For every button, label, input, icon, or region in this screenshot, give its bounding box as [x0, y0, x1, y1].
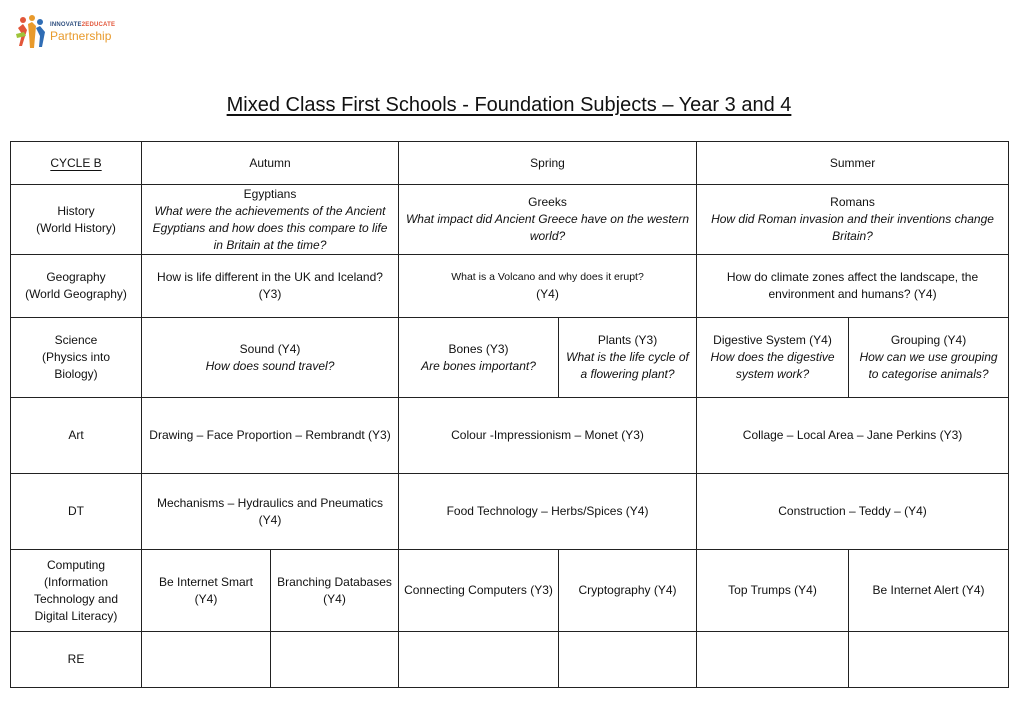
computing-autumn-b-cell: Branching Databases (Y4) [271, 550, 399, 632]
term-summer: Summer [697, 142, 1009, 185]
history-label: History (World History) [11, 185, 142, 255]
geography-row [11, 255, 1009, 318]
computing-label: Computing (Information Technology and Digital Literacy) [11, 550, 142, 632]
geography-autumn-cell: How is life different in the UK and Iceland? (Y3) [142, 255, 399, 318]
computing-spring-b-cell: Cryptography (Y4) [559, 550, 697, 632]
geography-summer-cell: How do climate zones affect the landscape, the environment and humans? (Y4) [697, 255, 1009, 318]
header-row [11, 142, 1009, 185]
dt-autumn-cell: Mechanisms – Hydraulics and Pneumatics (Y4) [142, 474, 399, 550]
geography-spring-topic: What is a Volcano and why does it erupt? [451, 271, 644, 283]
dt-spring-cell: Food Technology – Herbs/Spices (Y4) [399, 474, 697, 550]
re-row [11, 632, 1009, 688]
history-spring-question: What impact did Ancient Greece have on the western world? [405, 212, 690, 243]
dt-summer-cell: Construction – Teddy – (Y4) [697, 474, 1009, 550]
science-row [11, 318, 1009, 398]
science-summer-a-cell: Digestive System (Y4) How does the digestive system work? [697, 318, 849, 398]
geography-label: Geography (World Geography) [11, 255, 142, 318]
dt-row [11, 474, 1009, 550]
science-summer-b-cell: Grouping (Y4) How can we use grouping to categorise animals? [849, 318, 1009, 398]
art-autumn-cell: Drawing – Face Proportion – Rembrandt (Y3) [142, 398, 399, 474]
logo-educate-text: 2EDUCATE [81, 22, 116, 28]
history-autumn-topic: Egyptians [243, 186, 297, 201]
people-logo-icon [14, 14, 48, 52]
re-spring-a-cell [399, 632, 559, 688]
computing-row [11, 550, 1009, 632]
science-label: Science (Physics into Biology) [11, 318, 142, 398]
science-spring-b-cell: Plants (Y3) What is the life cycle of a flowering plant? [559, 318, 697, 398]
partnership-logo [14, 14, 124, 54]
history-summer-question: How did Roman invasion and their inventions change Britain? [711, 212, 994, 243]
history-summer-cell [697, 185, 1009, 255]
history-row [11, 185, 1009, 255]
re-summer-b-cell [849, 632, 1009, 688]
geography-spring-cell [399, 255, 697, 318]
history-summer-topic: Romans [830, 195, 875, 209]
re-autumn-b-cell [271, 632, 399, 688]
art-spring-cell: Colour -Impressionism – Monet (Y3) [399, 398, 697, 474]
document-title: Mixed Class First Schools - Foundation Subjects – Year 3 and 4 [226, 94, 792, 116]
geography-spring-year: (Y4) [536, 287, 559, 301]
re-label: RE [11, 632, 142, 688]
term-spring: Spring [399, 142, 697, 185]
computing-spring-a-cell: Connecting Computers (Y3) [399, 550, 559, 632]
logo-partnership-text: Partnership [50, 29, 112, 43]
history-autumn-question: What were the achievements of the Ancient Egyptians and how does this compare to life in Britain at the time? [152, 203, 388, 252]
computing-summer-b-cell: Be Internet Alert (Y4) [849, 550, 1009, 632]
cycle-label: CYCLE B [11, 142, 142, 185]
history-autumn-cell [142, 185, 399, 255]
history-spring-cell [399, 185, 697, 255]
re-summer-a-cell [697, 632, 849, 688]
art-row [11, 398, 1009, 474]
computing-summer-a-cell: Top Trumps (Y4) [697, 550, 849, 632]
art-summer-cell: Collage – Local Area – Jane Perkins (Y3) [697, 398, 1009, 474]
dt-label: DT [11, 474, 142, 550]
art-label: Art [11, 398, 142, 474]
curriculum-table [10, 141, 1009, 688]
re-spring-b-cell [559, 632, 697, 688]
history-spring-topic: Greeks [528, 195, 567, 209]
logo-innovate-text: INNOVATE [50, 22, 82, 28]
science-autumn-cell: Sound (Y4) How does sound travel? [142, 318, 399, 398]
science-spring-a-cell: Bones (Y3) Are bones important? [399, 318, 559, 398]
term-autumn: Autumn [142, 142, 399, 185]
re-autumn-a-cell [142, 632, 271, 688]
computing-autumn-a-cell: Be Internet Smart (Y4) [142, 550, 271, 632]
